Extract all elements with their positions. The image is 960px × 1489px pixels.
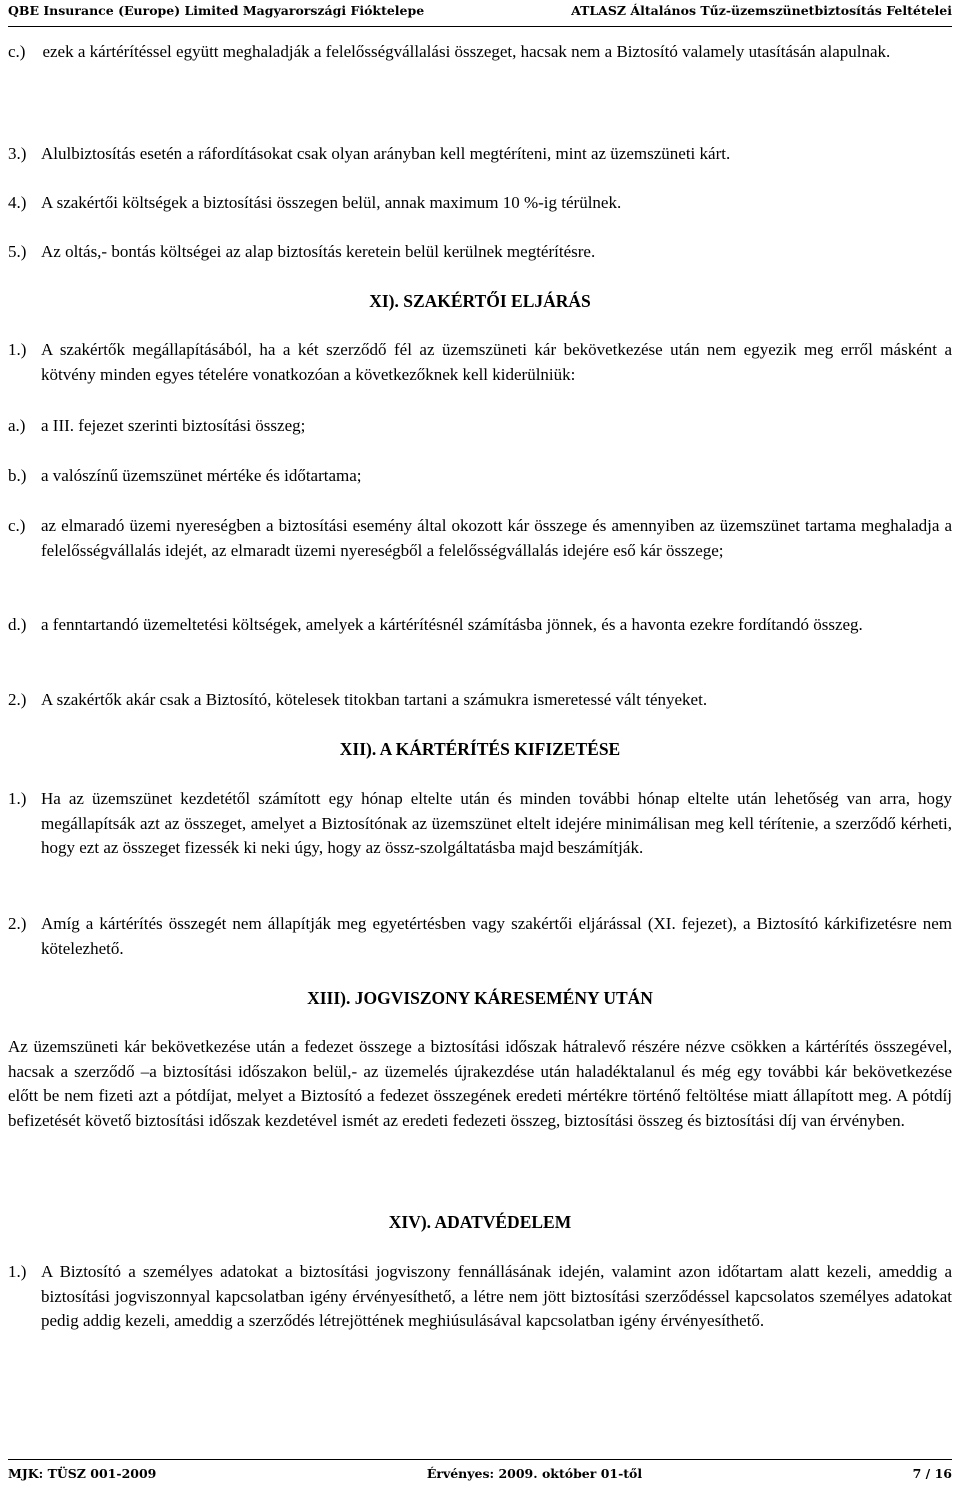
item-text: A szakértői költségek a biztosítási összegen belül, annak maximum 10 %-ig térülnek.: [41, 193, 622, 212]
footer-page-number: 7 / 16: [912, 1466, 952, 1481]
section-title-xi: XI). SZAKÉRTŐI ELJÁRÁS: [369, 291, 591, 311]
header-left: QBE Insurance (Europe) Limited Magyarországi Fióktelepe: [8, 3, 425, 18]
item-number: 4.): [8, 193, 27, 212]
item-text: Amíg a kártérítés összegét nem állapítják meg egyetértésben vagy szakértői eljárással (XI. fejezet), a Biztosító kárkifizetésre nem kötelezhető.: [41, 914, 952, 958]
xi-item-d: [8, 613, 952, 638]
item-number: c.): [8, 516, 26, 535]
xi-item-2: [8, 688, 952, 713]
item-c-continued: [8, 40, 952, 65]
item-number: 2.): [8, 914, 27, 933]
xiii-paragraph: Az üzemszüneti kár bekövetkezése után a fedezet összege a biztosítási időszak hátralevő részére nézve csökken a kártérítés összegével, hacsak a szerződő –a biztosítási időszakon belül,- az üzemelés újrakezdése után haladéktalanul és még egy további kár bekövetkezése előtt be nem fizeti azt a pótdíjat, melyet a Biztosító a fedezet összegének eredeti mértékre történő feltöltése miatt állapított meg. A pótdíj befizetését követő biztosítási időszak kezdetével ismét az eredeti fedezeti összeg, biztosítási összeg és biztosítási díj van érvényben.: [8, 1037, 952, 1130]
item-number: 1.): [8, 1262, 27, 1281]
xii-item-1: [8, 787, 952, 861]
item-text: A Biztosító a személyes adatokat a biztosítási jogviszony fennállásának idején, valamint azon időtartam alatt kezeli, ameddig a biztosítási jogviszonnyal kapcsolatban igény érvényesíthető, a létre nem jött biztosítási szerződéssel kapcsolatos személyes adatokat pedig addig kezeli, ameddig a szerződés létrejöttének meghiúsulásával kapcsolatban igény érvényesíthető.: [41, 1262, 952, 1330]
xi-item-1: [8, 338, 952, 387]
xi-item-b: [8, 464, 952, 489]
footer-left: MJK: TÜSZ 001-2009: [8, 1466, 157, 1481]
section-title-xiv: XIV). ADATVÉDELEM: [388, 1212, 572, 1232]
item-4: [8, 191, 952, 216]
xi-item-a: [8, 414, 952, 439]
item-number: 5.): [8, 242, 27, 261]
page-header: [8, 3, 952, 25]
item-text: a valószínű üzemszünet mértéke és időtartama;: [41, 466, 362, 485]
item-number: d.): [8, 615, 27, 634]
item-text: a fenntartandó üzemeltetési költségek, amelyek a kártérítésnél számításba jönnek, és a havonta ezekre fordítandó összeg.: [41, 615, 863, 634]
item-5: [8, 240, 952, 265]
xii-item-2: [8, 912, 952, 961]
item-text: Az oltás,- bontás költségei az alap biztosítás keretein belül kerülnek megtérítésre.: [41, 242, 596, 261]
xiv-item-1: [8, 1260, 952, 1334]
footer-center: Érvényes: 2009. október 01-től: [426, 1466, 643, 1481]
footer-rule: [8, 1459, 952, 1460]
item-number: 2.): [8, 690, 27, 709]
item-text: A szakértők megállapításából, ha a két szerződő fél az üzemszüneti kár bekövetkezése után nem egyezik meg erről másként a kötvény minden egyes tételére vonatkozóan a következőknek kell kiderülniük:: [41, 340, 952, 384]
item-number: 1.): [8, 340, 27, 359]
item-text: az elmaradó üzemi nyereségben a biztosítási esemény által okozott kár összege és amennyiben az üzemszünet tartama meghaladja a felelősségvállalás idejét, az elmaradt üzemi nyereségből a felelősségvállalás idejére eső kár összege;: [41, 516, 952, 560]
item-number: c.): [8, 42, 26, 61]
item-text: A szakértők akár csak a Biztosító, kötelesek titokban tartani a számukra ismeretessé vált tényeket.: [41, 690, 708, 709]
page-footer: [8, 1466, 952, 1481]
item-text: Ha az üzemszünet kezdetétől számított egy hónap eltelte után és minden további hónap eltelte után lehetőség van arra, hogy megállapítsák azt az összeget, amelyet a Biztosítónak az üzemszünet eltelt idejére minimálisan meg kell térítenie, a szerződő kérheti, hogy ezt az összeget fizessék ki neki úgy, hogy az össz-szolgáltatásba majd beszámítják.: [41, 789, 952, 857]
item-number: 3.): [8, 144, 27, 163]
item-number: 1.): [8, 789, 27, 808]
item-number: a.): [8, 416, 26, 435]
item-3: [8, 142, 952, 167]
item-number: b.): [8, 466, 27, 485]
header-rule: [8, 26, 952, 27]
item-text: Alulbiztosítás esetén a ráfordításokat csak olyan arányban kell megtéríteni, mint az üzemszüneti kárt.: [41, 144, 731, 163]
header-right: ATLASZ Általános Tűz-üzemszünetbiztosítás Feltételei: [571, 3, 952, 18]
section-title-xiii: XIII). JOGVISZONY KÁRESEMÉNY UTÁN: [307, 988, 653, 1008]
section-title-xii: XII). A KÁRTÉRÍTÉS KIFIZETÉSE: [339, 739, 621, 759]
xi-item-c: [8, 514, 952, 563]
item-text: a III. fejezet szerinti biztosítási összeg;: [41, 416, 306, 435]
item-text: ezek a kártérítéssel együtt meghaladják a felelősségvállalási összeget, hacsak nem a Biztosító valamely utasításán alapulnak.: [42, 42, 891, 61]
